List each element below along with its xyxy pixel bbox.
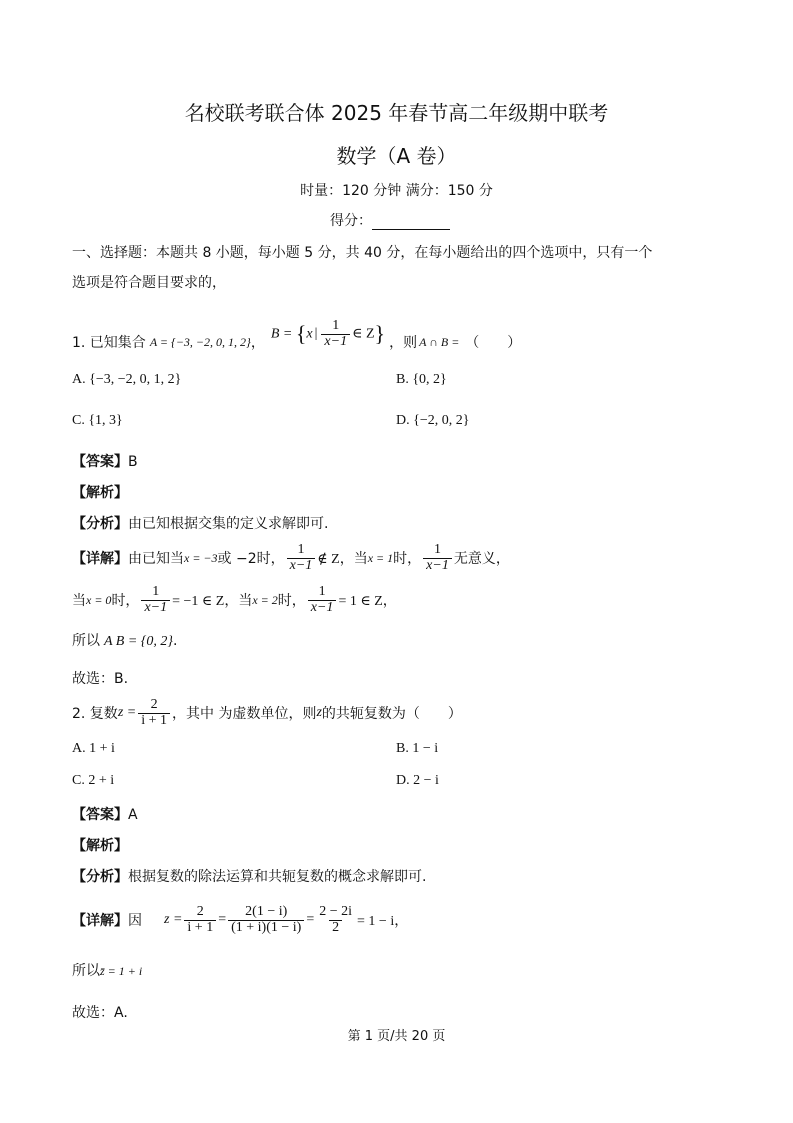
intersection-expr: A ∩ B = xyxy=(419,334,460,349)
q2-detail: 【详解】 因 z = $\frac{2}{i + 1}$ = $\frac{2(1 - i)}{(1 + i)(1 - i)}$ = $\frac{2 - 2i}{2}$ = 1 − i， xyxy=(72,903,409,935)
q2-analysis-tag: 【解析】 xyxy=(72,838,128,854)
section-heading-line1: 一、选择题：本题共 8 小题，每小题 5 分，共 40 分，在每小题给出的四个选项中，只有一个 xyxy=(72,245,653,261)
detail-math: = −1 ∈ Z，当 xyxy=(172,594,253,609)
answer-value: B xyxy=(128,454,138,470)
detail-math: x = −3 xyxy=(184,550,218,565)
q2-answer xyxy=(72,804,138,824)
fenxi-text: 根据复数的除法运算和共轭复数的概念求解即可. xyxy=(128,869,427,885)
q2-fenxi xyxy=(72,866,426,886)
q1-option-d: D. {−2, 0, 2} xyxy=(396,413,470,428)
z-eq: z = xyxy=(164,912,183,927)
stem-text: 的共轭复数为（ ） xyxy=(321,706,462,722)
so-expr: z̄ = 1 + i xyxy=(100,964,143,978)
q1-detail-line2 xyxy=(72,580,397,620)
q1-choose: 故选：B. xyxy=(72,671,129,687)
question-1-stem xyxy=(72,312,521,372)
detail-text: 时， xyxy=(277,593,306,609)
detail-math: ∉ Z，当 xyxy=(317,552,368,567)
q2-choose: 故选：A. xyxy=(72,1005,128,1021)
time-info: 时量：120 分钟 满分：150 分 xyxy=(300,183,493,199)
answer-tag: 【答案】 xyxy=(72,807,128,823)
q1-detail-line1 xyxy=(72,538,510,578)
detail-math: = 1 − i， xyxy=(357,914,409,929)
q2-option-a: A. 1 + i xyxy=(72,741,115,756)
fraction: $\frac{1}{x-1}$ xyxy=(423,543,452,573)
detail-text: 因 xyxy=(128,913,142,929)
fraction: $\frac{1}{x-1}$ xyxy=(287,543,316,573)
answer-paren: （ ） xyxy=(465,335,522,351)
question-1-prefix: 1. 已知集合 xyxy=(72,335,146,351)
question-2-stem xyxy=(72,692,462,734)
fraction: $\frac{2}{i + 1}$ xyxy=(138,698,170,728)
fenxi-text: 由已知根据交集的定义求解即可. xyxy=(128,516,329,532)
fenxi-tag: 【分析】 xyxy=(72,869,128,885)
q1-fenxi xyxy=(72,513,328,533)
q1-conclusion: 所以 A B = {0, 2}. xyxy=(72,633,178,649)
detail-text: 当 xyxy=(72,593,86,609)
so-expr: A B = {0, 2} xyxy=(104,634,173,649)
section-heading-line2: 选项是符合题目要求的， xyxy=(72,275,226,291)
z-eq: z = xyxy=(117,705,137,720)
so-prefix: 所以 xyxy=(72,633,100,649)
q1-option-c: C. {1, 3} xyxy=(72,413,123,428)
score-blank xyxy=(372,215,450,230)
then-text: ，则 xyxy=(389,335,418,351)
fenxi-tag: 【分析】 xyxy=(72,516,128,532)
xiangjie-tag: 【详解】 xyxy=(72,913,128,929)
detail-text: 时， xyxy=(111,593,140,609)
detail-text: 或 −2时， xyxy=(217,551,285,567)
detail-text: 时， xyxy=(393,551,422,567)
q1-analysis-tag: 【解析】 xyxy=(72,485,128,501)
score-line xyxy=(330,210,450,230)
question-2-prefix: 2. 复数 xyxy=(72,706,118,722)
q2-conclusion xyxy=(72,960,142,980)
q1-answer xyxy=(72,451,138,471)
comma: ， xyxy=(250,335,265,351)
fraction: $\frac{1}{x-1}$ xyxy=(308,585,337,615)
q1-option-b: B. {0, 2} xyxy=(396,372,447,387)
detail-math: x = 0 xyxy=(86,592,112,607)
detail-text: 由已知当 xyxy=(128,551,184,567)
fraction: $\frac{2(1 - i)}{(1 + i)(1 - i)}$ xyxy=(228,905,304,935)
q2-option-d: D. 2 − i xyxy=(396,773,439,788)
detail-math: x = 1 xyxy=(367,550,394,565)
xiangjie-tag: 【详解】 xyxy=(72,551,128,567)
stem-text: ，其中 为虚数单位，则 xyxy=(172,706,317,722)
page-title: 名校联考联合体 2025 年春节高二年级期中联考 xyxy=(184,101,609,125)
z-var: z xyxy=(316,705,322,720)
fraction: $\frac{1}{x-1}$ xyxy=(141,585,170,615)
set-a-expr: A = {−3, −2, 0, 1, 2} xyxy=(149,334,251,349)
detail-math: = 1 ∈ Z， xyxy=(338,594,397,609)
score-label: 得分： xyxy=(330,213,372,229)
q2-option-c: C. 2 + i xyxy=(72,773,115,788)
so-prefix: 所以 xyxy=(72,963,100,979)
page-subtitle: 数学（A 卷） xyxy=(336,144,457,168)
answer-tag: 【答案】 xyxy=(72,454,128,470)
set-b-expr: B = {x | $\frac{1}{x-1}$ ∈ Z} xyxy=(270,317,386,349)
answer-value: A xyxy=(128,807,138,823)
fraction: $\frac{2}{i + 1}$ xyxy=(184,905,216,935)
q1-option-a: A. {−3, −2, 0, 1, 2} xyxy=(72,372,182,387)
page-footer: 第 1 页/共 20 页 xyxy=(347,1029,446,1044)
fraction: $\frac{2 - 2i}{2}$ xyxy=(319,903,353,935)
detail-math: x = 2 xyxy=(252,592,278,607)
q2-option-b: B. 1 − i xyxy=(396,741,439,756)
detail-text: 无意义， xyxy=(453,551,510,567)
